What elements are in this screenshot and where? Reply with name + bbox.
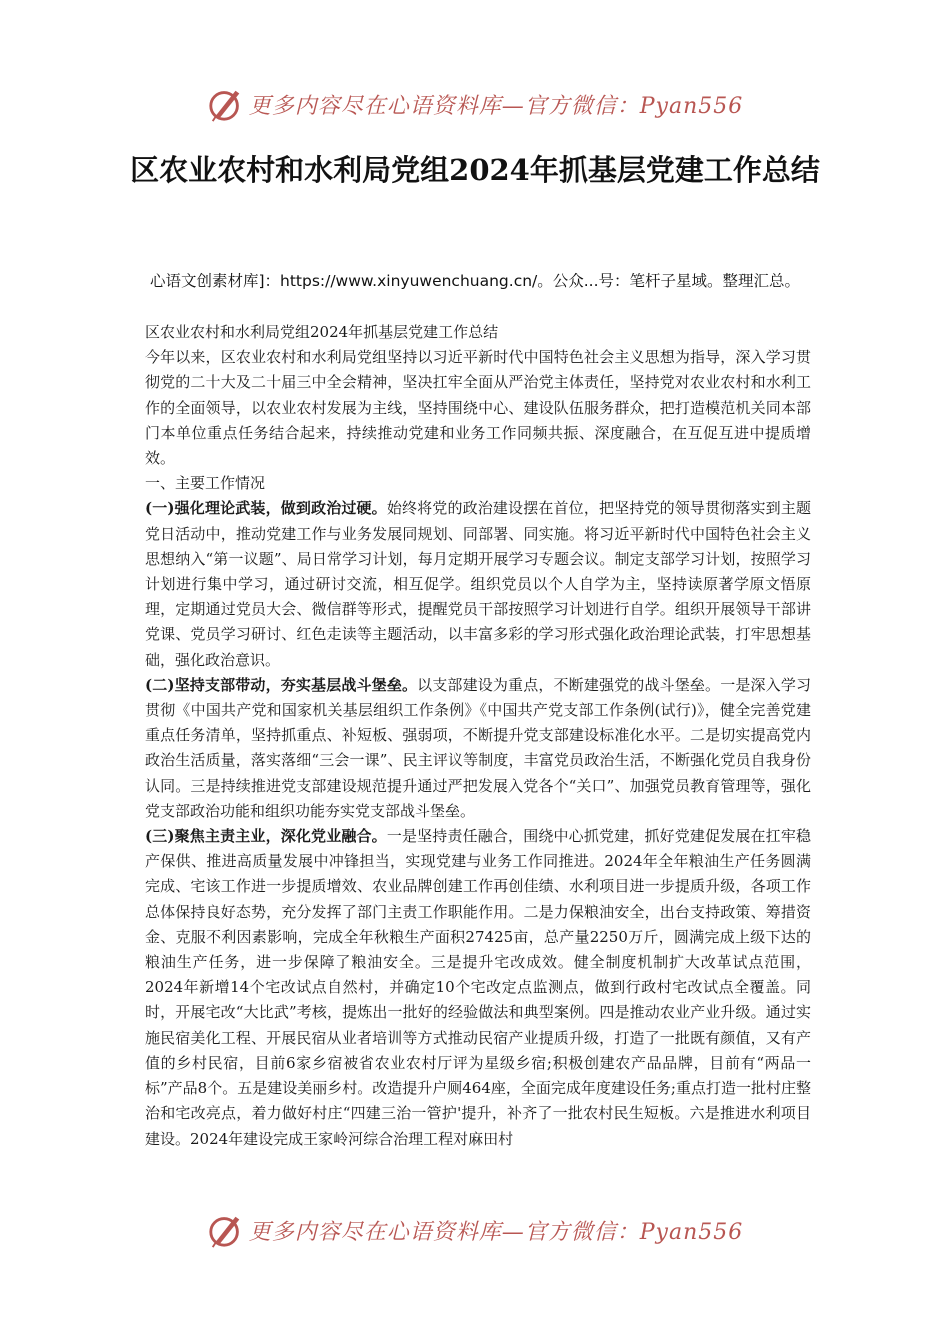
section-heading: 一、主要工作情况 xyxy=(145,474,266,493)
paragraph-heading-2: (二)坚持支部带动，夯实基层战斗堡垒。 xyxy=(145,675,418,694)
paragraph-heading-3: (三)聚焦主责主业，深化党业融合。 xyxy=(145,827,387,846)
document-body xyxy=(145,320,811,1152)
header-banner xyxy=(0,82,950,126)
section-paragraph-3 xyxy=(145,824,811,1152)
quill-logo-icon xyxy=(207,85,245,123)
source-line: 心语文创素材库]：https://www.xinyuwenchuang.cn/。公众...号：笔杆子星域。整理汇总。 xyxy=(149,272,801,290)
paragraph-text-2: 以支部建设为重点，不断建强党的战斗堡垒。一是深入学习贯彻《中国共产党和国家机关基层组织工作条例》《中国共产党支部工作条例(试行)》，健全完善党建重点任务清单，坚持抓重点、补短板、强弱项，不断提升党支部建设标准化水平。二是切实提高党内政治生活质量，落实落细“三会一课”、民主评议等制度，丰富党员政治生活，不断强化党员自我身份认同。三是持续推进党支部建设规范提升通过严把发展入党各个“关口”、加强党员教育管理等，强化党支部政治功能和组织功能夯实党支部战斗堡垒。 xyxy=(145,675,811,820)
section-paragraph-2 xyxy=(145,673,811,824)
paragraph-heading-1: (一)强化理论武装，做到政治过硬。 xyxy=(145,499,387,518)
subtitle-line: 区农业农村和水利局党组2024年抓基层党建工作总结 xyxy=(145,323,499,341)
quill-logo-icon xyxy=(207,1211,245,1249)
intro-paragraph: 今年以来，区农业农村和水利局党组坚持以习近平新时代中国特色社会主义思想为指导，深入学习贯彻党的二十大及二十届三中全会精神，坚决扛牢全面从严治党主体责任，坚持党对农业农村和水利工作的全面领导，以农业农村发展为主线，坚持围绕中心、建设队伍服务群众，把打造模范机关同本部门本单位重点任务结合起来，持续推动党建和业务工作同频共振、深度融合，在互促互进中提质增效。 xyxy=(145,348,811,468)
footer-banner xyxy=(0,1208,950,1252)
paragraph-text-1: 始终将党的政治建设摆在首位，把坚持党的领导贯彻落实到主题党日活动中，推动党建工作与业务发展同规划、同部署、同实施。将习近平新时代中国特色社会主义思想纳入“第一议题”、局日常学习计划，每月定期开展学习专题会议。制定支部学习计划，按照学习计划进行集中学习，通过研讨交流，相互促学。组织党员以个人自学为主，坚持读原著学原文悟原理，定期通过党员大会、微信群等形式，提醒党员干部按照学习计划进行自学。组织开展领导干部讲党课、党员学习研讨、红色走读等主题活动，以丰富多彩的学习形式强化政治理论武装，打牢思想基础，强化政治意识。 xyxy=(145,499,811,669)
banner-text: 更多内容尽在心语资料库—官方微信：Pyan556 xyxy=(248,93,744,119)
paragraph-text-3: 一是坚持责任融合，围绕中心抓党建，抓好党建促发展在扛牢稳产保供、推进高质量发展中冲锋担当，实现党建与业务工作同推进。2024年全年粮油生产任务圆满完成、宅该工作进一步提质增效、农业品牌创建工作再创佳绩、水利项目进一步提质升级，各项工作总体保持良好态势，充分发挥了部门主责工作职能作用。二是力保粮油安全，出台支持政策、筹措资金、克服不利因素影响，完成全年秋粮生产面积27425亩，总产量2250万斤，圆满完成上级下达的粮油生产任务，进一步保障了粮油安全。三是提升宅改成效。健全制度机制扩大改革试点范围，2024年新增14个宅改试点自然村，并确定10个宅改定点监测点，做到行政村宅改试点全覆盖。同时，开展宅改“大比武”考核，提炼出一批好的经验做法和典型案例。四是推动农业产业升级。通过实施民宿美化工程、开展民宿从业者培训等方式推动民宿产业提质升级，打造了一批既有颜值，又有产值的乡村民宿，目前6家乡宿被省农业农村厅评为星级乡宿;积极创建农产品品牌，目前有“两品一标”产品8个。五是建设美丽乡村。改造提升户厕464座，全面完成年度建设任务;重点打造一批村庄整治和宅改亮点，着力做好村庄“四建三治一管护'提升，补齐了一批农村民生短板。六是推进水利项目建设。2024年建设完成王家岭河综合治理工程对麻田村 xyxy=(145,827,811,1148)
banner-text: 更多内容尽在心语资料库—官方微信：Pyan556 xyxy=(248,1219,744,1245)
document-title: 区农业农村和水利局党组2024年抓基层党建工作总结 xyxy=(130,153,820,187)
section-paragraph-1 xyxy=(145,496,811,672)
